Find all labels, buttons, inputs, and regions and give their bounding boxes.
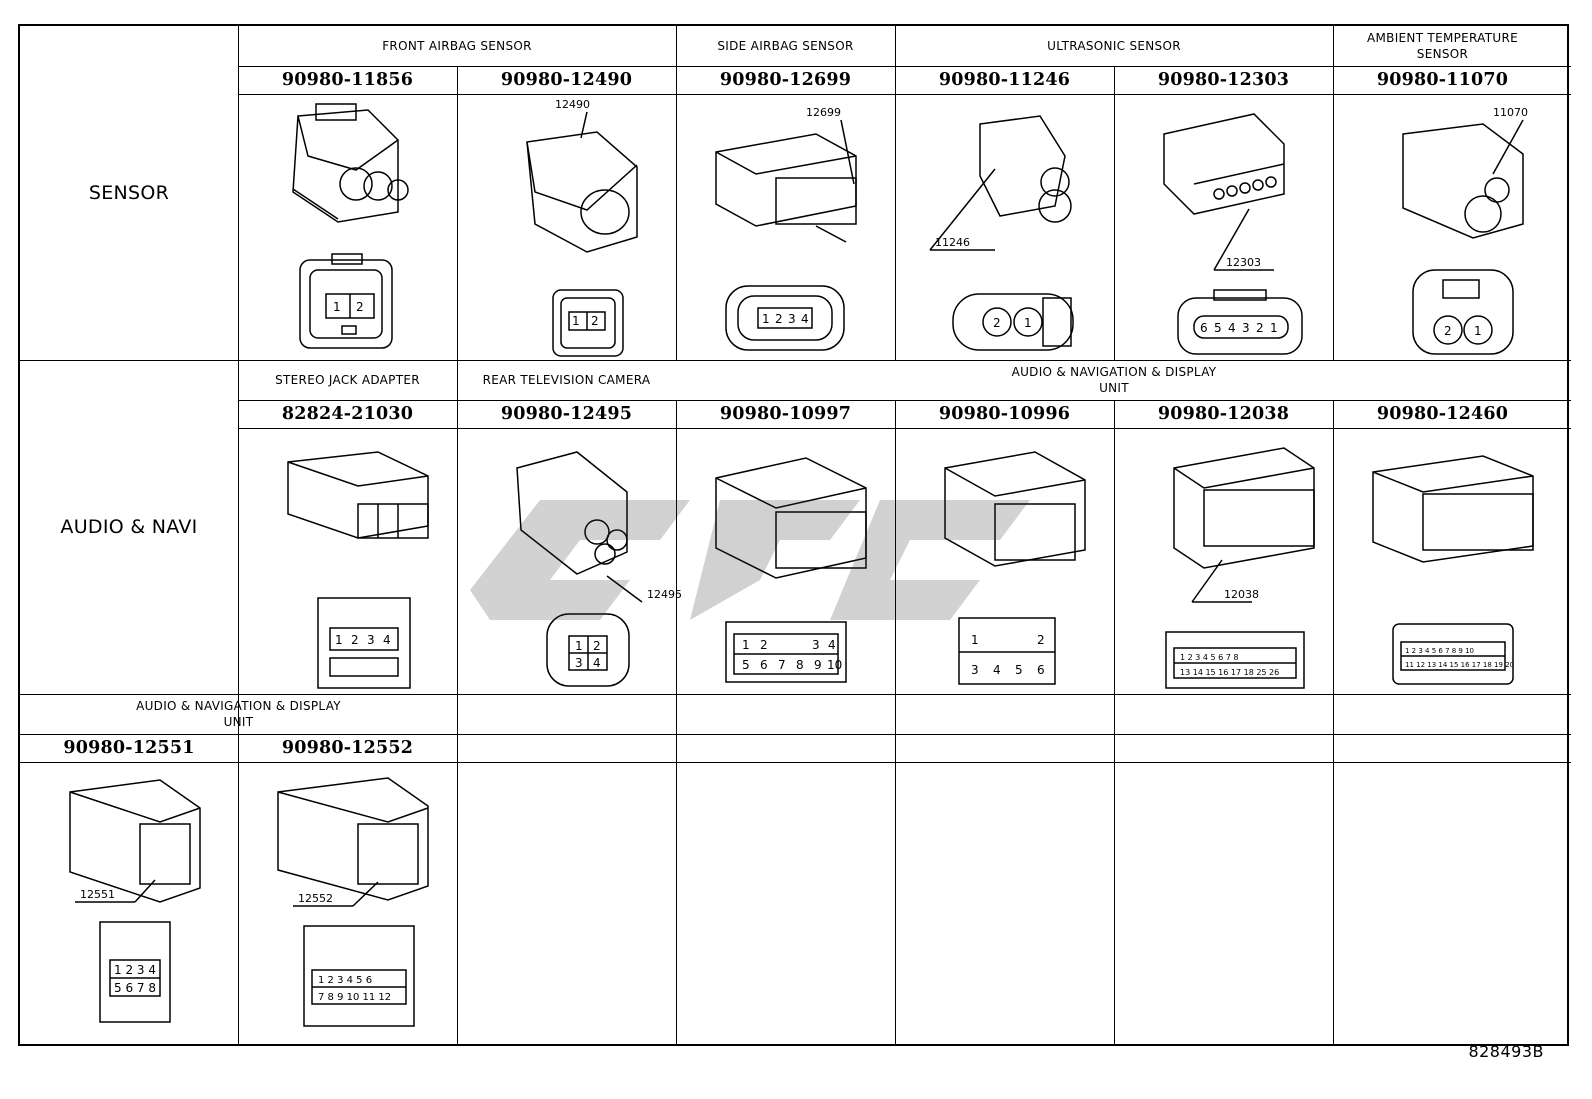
pin-label: 4: [383, 633, 391, 647]
pin-label: 8: [796, 658, 804, 672]
part-number: 90980-12038: [1157, 404, 1290, 424]
pin-label: 3: [575, 656, 583, 670]
pin-label: 1: [1474, 324, 1482, 338]
connector-drawing-90980-12460: [1333, 428, 1552, 694]
desc-ultrasonic-sensor: ULTRASONIC SENSOR: [1047, 39, 1181, 53]
pin-label: 4: [801, 312, 809, 326]
pin-label: 5: [742, 658, 750, 672]
pin-label: 1: [335, 633, 343, 647]
part-number: 90980-12551: [63, 738, 195, 758]
pin-label: 4: [828, 638, 836, 652]
part-number: 90980-11856: [281, 70, 414, 90]
pin-label: 3: [367, 633, 375, 647]
pin-label: 2: [591, 314, 599, 328]
connector-drawing-90980-12490: [457, 94, 676, 360]
part-tag: 12699: [806, 106, 841, 119]
pin-label: 1 2 3 4 5 6: [318, 975, 373, 986]
desc-front-airbag-sensor: FRONT AIRBAG SENSOR: [382, 39, 532, 53]
part-tag: 12490: [555, 98, 590, 111]
pin-label: 1: [575, 639, 583, 653]
part-number: 90980-10996: [938, 404, 1071, 424]
pin-label: 2: [593, 639, 601, 653]
part-tag: 12551: [80, 888, 115, 901]
pin-label: 4: [1228, 321, 1236, 335]
connector-drawing-90980-12552: [238, 762, 457, 1046]
desc-rear-television-camera: REAR TELEVISION CAMERA: [482, 373, 651, 387]
pin-label: 1 2 3 4: [114, 963, 156, 977]
pin-label: 1: [971, 633, 979, 647]
connector-drawing-90980-10996: [895, 428, 1114, 694]
pin-label: 13 14 15 16 17 18 25 26: [1180, 668, 1280, 677]
category-sensor: SENSOR: [88, 182, 170, 204]
part-number: 90980-11070: [1376, 70, 1509, 90]
connector-drawing-90980-12495: [457, 428, 682, 694]
part-number: 90980-11246: [938, 70, 1071, 90]
part-number: 90980-12490: [500, 70, 633, 90]
desc-stereo-jack-adapter: STEREO JACK ADAPTER: [275, 373, 420, 387]
part-number: 90980-12699: [719, 70, 852, 90]
part-tag: 12495: [647, 588, 682, 601]
pin-label: 6: [1200, 321, 1208, 335]
pin-label: 1 2 3 4 5 6 7 8: [1180, 653, 1239, 662]
connector-drawing-90980-12699: [676, 94, 895, 360]
pin-label: 3: [971, 663, 979, 677]
connector-drawing-90980-12303: [1114, 94, 1333, 360]
pin-label: 1: [572, 314, 580, 328]
pin-label: 7 8 9 10 11 12: [318, 992, 392, 1003]
part-tag: 12303: [1226, 256, 1261, 269]
connector-table: [18, 24, 1569, 1046]
part-number: 90980-10997: [719, 404, 852, 424]
drawing-code: 828493B: [1468, 1042, 1544, 1061]
part-number: 90980-12303: [1157, 70, 1290, 90]
part-tag: 12552: [298, 892, 333, 905]
pin-label: 2: [760, 638, 768, 652]
pin-label: 2: [351, 633, 359, 647]
pin-label: 1 2 3 4 5 6 7 8 9 10: [1405, 647, 1475, 655]
connector-drawing-90980-11070: [1333, 94, 1552, 360]
part-number: 90980-12495: [500, 404, 633, 424]
pin-label: 11 12 13 14 15 16 17 18 19 20: [1405, 661, 1515, 669]
pin-label: 6: [1037, 663, 1045, 677]
pin-label: 2: [1256, 321, 1264, 335]
part-number: 90980-12460: [1376, 404, 1509, 424]
part-tag: 12038: [1224, 588, 1259, 601]
connector-drawing-90980-12551: [20, 762, 238, 1046]
pin-label: 1: [333, 300, 341, 314]
connector-drawing-90980-10997: [676, 428, 895, 694]
pin-label: 6: [760, 658, 768, 672]
pin-label: 2: [993, 316, 1001, 330]
part-tag: 11070: [1493, 106, 1528, 119]
pin-label: 7: [778, 658, 786, 672]
pin-label: 1: [1024, 316, 1032, 330]
pin-label: 1: [1270, 321, 1278, 335]
pin-label: 2: [1037, 633, 1045, 647]
pin-label: 1: [742, 638, 750, 652]
pin-label: 5 6 7 8: [114, 981, 156, 995]
pin-label: 5: [1015, 663, 1023, 677]
connector-drawing-90980-12038: [1114, 428, 1333, 694]
part-tag: 11246: [935, 236, 970, 249]
category-audio-navi: AUDIO & NAVI: [60, 516, 198, 538]
desc-ambient-temperature-sensor: AMBIENT TEMPERATURE SENSOR: [1367, 31, 1518, 61]
pin-label: 5: [1214, 321, 1222, 335]
pin-label: 10: [827, 658, 843, 672]
connector-drawing-90980-11856: [238, 94, 457, 360]
pin-label: 3: [812, 638, 820, 652]
pin-label: 4: [993, 663, 1001, 677]
pin-label: 3: [788, 312, 796, 326]
connector-drawing-90980-11246: [895, 94, 1114, 360]
pin-label: 9: [814, 658, 822, 672]
desc-audio-navigation-display-unit-2: AUDIO & NAVIGATION & DISPLAY UNIT: [136, 699, 341, 729]
desc-side-airbag-sensor: SIDE AIRBAG SENSOR: [717, 39, 854, 53]
pin-label: 3: [1242, 321, 1250, 335]
connector-drawing-82824-21030: [238, 428, 457, 694]
pin-label: 2: [1444, 324, 1452, 338]
part-number: 82824-21030: [281, 404, 414, 424]
pin-label: 1: [762, 312, 770, 326]
pin-label: 2: [775, 312, 783, 326]
pin-label: 4: [593, 656, 601, 670]
desc-audio-navigation-display-unit: AUDIO & NAVIGATION & DISPLAY UNIT: [1011, 365, 1217, 395]
part-number: 90980-12552: [281, 738, 414, 758]
pin-label: 2: [356, 300, 364, 314]
